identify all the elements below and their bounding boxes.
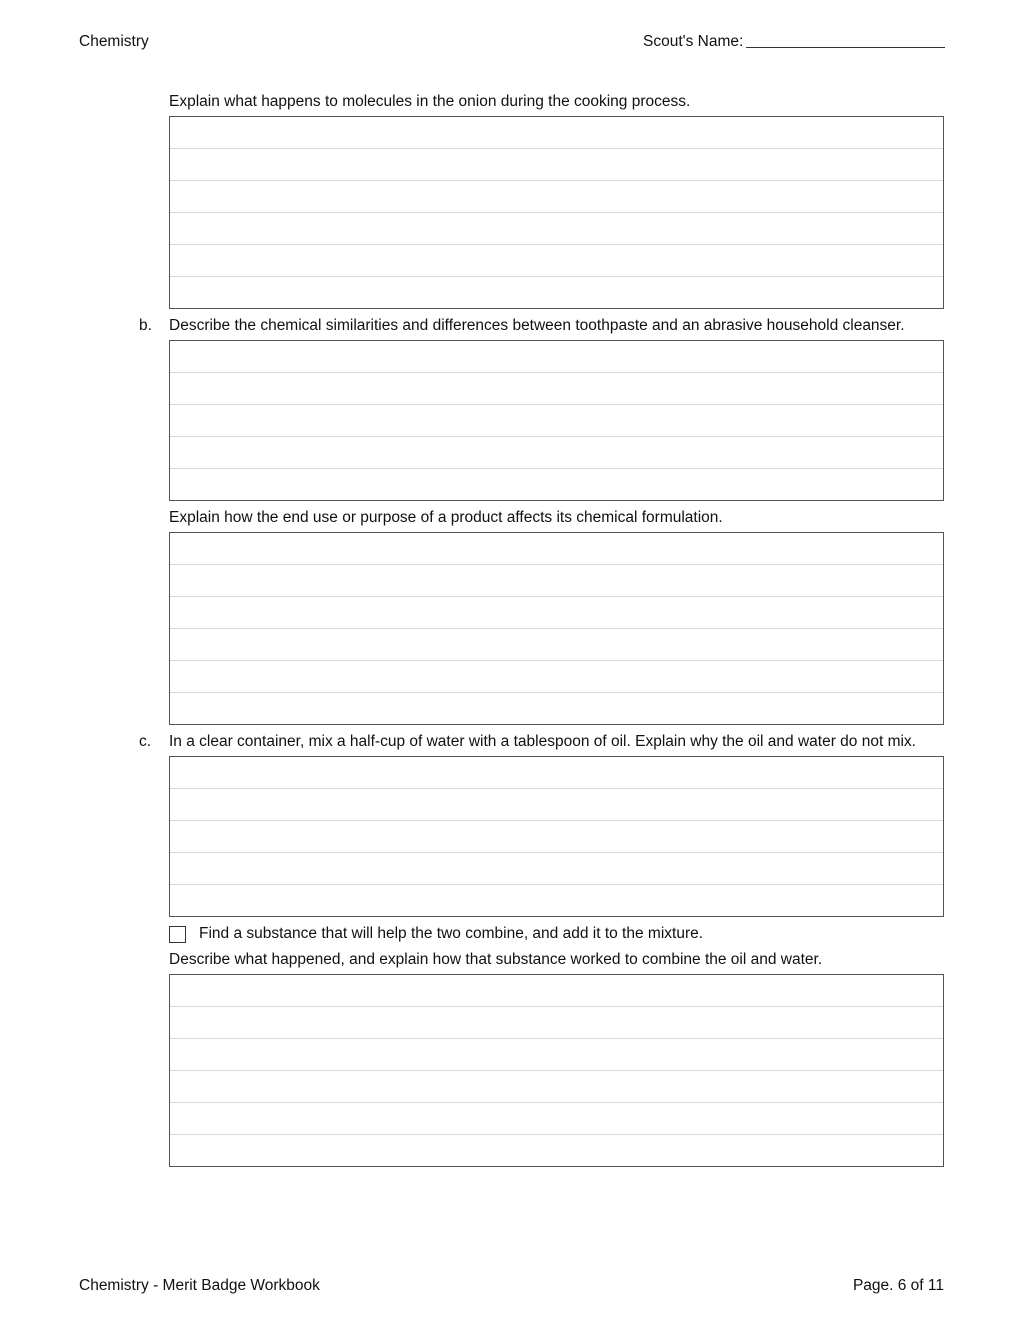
footer-page-number: Page. 6 of 11 (852, 1277, 944, 1294)
substance-checkbox[interactable] (169, 926, 186, 943)
answer-line (170, 405, 943, 437)
answer-line (170, 885, 943, 917)
question-b-letter: b. (139, 317, 152, 334)
answer-line (170, 1135, 943, 1167)
answer-line (170, 149, 943, 181)
answer-line (170, 757, 943, 789)
describe-answer-box[interactable] (169, 974, 944, 1167)
end-use-prompt: Explain how the end use or purpose of a product affects its chemical formulation. (169, 509, 723, 526)
answer-line (170, 853, 943, 885)
answer-line (170, 629, 943, 661)
question-b-answer-box[interactable] (169, 340, 944, 501)
answer-line (170, 821, 943, 853)
question-b-prompt: Describe the chemical similarities and differences between toothpaste and an abrasive household cleanser. (169, 317, 905, 334)
answer-line (170, 277, 943, 309)
question-c-answer-box[interactable] (169, 756, 944, 917)
answer-line (170, 975, 943, 1007)
answer-line (170, 213, 943, 245)
answer-line (170, 341, 943, 373)
substance-checkbox-label: Find a substance that will help the two combine, and add it to the mixture. (199, 925, 704, 942)
answer-line (170, 1103, 943, 1135)
answer-line (170, 469, 943, 501)
end-use-answer-box[interactable] (169, 532, 944, 725)
question-c-prompt: In a clear container, mix a half-cup of water with a tablespoon of oil. Explain why the oil and water do not mix. (169, 733, 916, 750)
answer-line (170, 437, 943, 469)
onion-answer-box[interactable] (169, 116, 944, 309)
answer-line (170, 597, 943, 629)
onion-prompt: Explain what happens to molecules in the onion during the cooking process. (169, 93, 691, 110)
answer-line (170, 373, 943, 405)
question-c-letter: c. (139, 733, 152, 750)
answer-line (170, 789, 943, 821)
footer-title: Chemistry - Merit Badge Workbook (79, 1277, 320, 1294)
header-subject: Chemistry (79, 33, 149, 50)
answer-line (170, 245, 943, 277)
answer-line (170, 181, 943, 213)
describe-prompt: Describe what happened, and explain how that substance worked to combine the oil and water. (169, 951, 823, 968)
answer-line (170, 565, 943, 597)
scout-name-label: Scout's Name: (643, 33, 744, 50)
answer-line (170, 1007, 943, 1039)
answer-line (170, 693, 943, 725)
answer-line (170, 533, 943, 565)
scout-name-field[interactable] (746, 47, 945, 48)
answer-line (170, 1071, 943, 1103)
answer-line (170, 1039, 943, 1071)
answer-line (170, 117, 943, 149)
answer-line (170, 661, 943, 693)
